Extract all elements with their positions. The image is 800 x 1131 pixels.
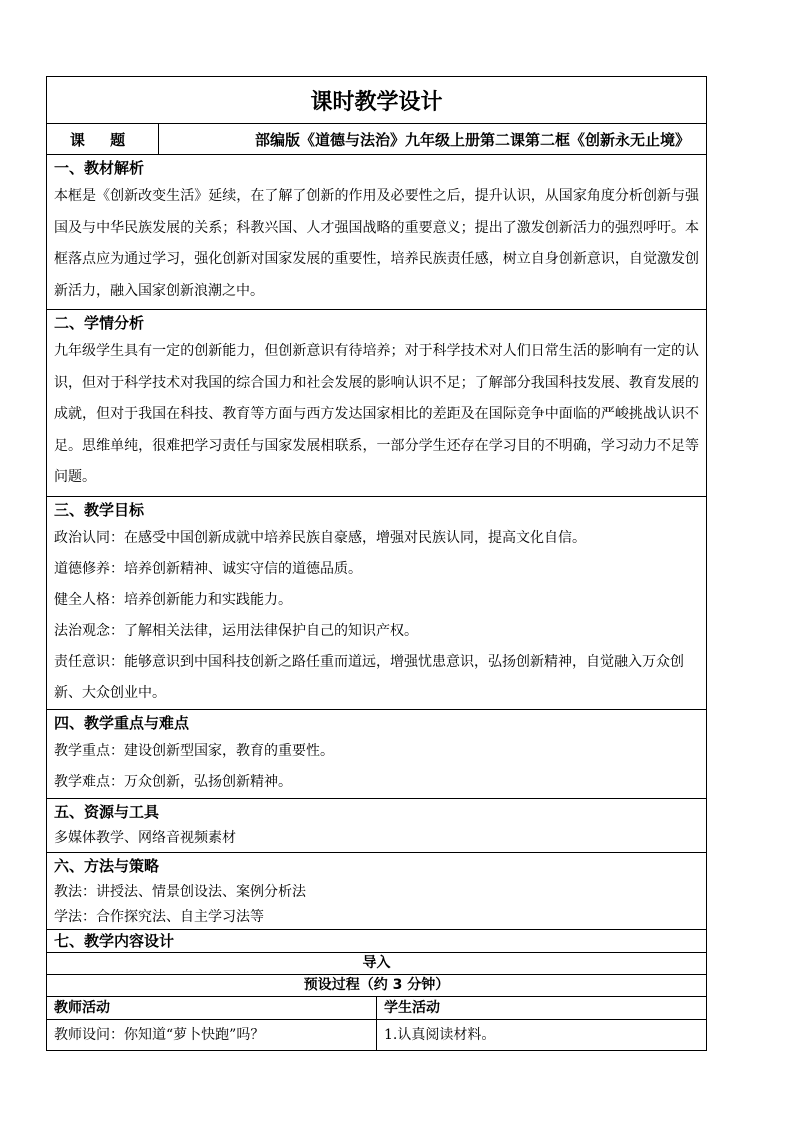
process-label: 预设过程（约 3 分钟） (47, 974, 707, 996)
key-point-line: 教学重点：建设创新型国家，教育的重要性。 (54, 742, 334, 759)
goal-line: 法治观念：了解相关法律，运用法律保护自己的知识产权。 (54, 622, 418, 639)
student-activity-cell: 1.认真阅读材料。 (377, 1019, 707, 1050)
section-paragraph: 九年级学生具有一定的创新能力，但创新意识有待培养；对于科学技术对人们日常生活的影响有一定的认识，但对于科学技术对我国的综合国力和社会发展的影响认识不足；了解部分我国科技发展、教育发展的成就，但对于我国在科技、教育等方面与西方发达国家相比的差距及在国际竞争中面临的严峻挑战认识不足。思维单纯，很难把学习责任与国家发展相联系，一部分学生还存在学习目的不明确，学习动力不足等问题。 (54, 343, 700, 485)
section-teaching-goals (47, 496, 707, 709)
section-paragraph: 本框是《创新改变生活》延续，在了解了创新的作用及必要性之后，提升认识，从国家角度分析创新与强国及与中华民族发展的关系；科教兴国、人才强国战略的重要意义；提出了激发创新活力的强烈呼吁。本框落点应为通过学习，强化创新对国家发展的重要性，培养民族责任感，树立自身创新意识，自觉激发创新活力，融入国家创新浪潮之中。 (54, 188, 700, 299)
phase-label: 导入 (47, 952, 707, 974)
goal-line: 道德修养：培养创新精神、诚实守信的道德品质。 (54, 560, 362, 577)
section-resources (47, 798, 707, 852)
section-methods (47, 852, 707, 929)
section-textbook-analysis (47, 155, 707, 310)
goal-line: 责任意识：能够意识到中国科技创新之路任重而道远，增强忧患意识，弘扬创新精神，自觉融入万众创新、大众创业中。 (54, 653, 684, 701)
key-point-line: 教学难点：万众创新，弘扬创新精神。 (54, 773, 292, 790)
document-title: 课时教学设计 (47, 77, 707, 124)
subject-value: 部编版《道德与法治》九年级上册第二课第二框《创新永无止境》 (159, 124, 707, 155)
section-title: 七、教学内容设计 (54, 931, 175, 950)
section-title: 四、教学重点与难点 (54, 713, 190, 732)
method-line: 教法：讲授法、情景创设法、案例分析法 (54, 883, 306, 900)
section-title: 五、资源与工具 (54, 802, 160, 821)
section-content-design (47, 929, 707, 952)
teacher-activity-cell: 教师设问：你知道“萝卜快跑”吗？ (47, 1019, 377, 1050)
section-title: 一、教材解析 (54, 159, 145, 177)
section-title: 六、方法与策略 (54, 856, 160, 875)
section-key-points (47, 709, 707, 798)
resource-line: 多媒体教学、网络音视频素材 (54, 829, 236, 846)
section-title: 三、教学目标 (54, 500, 145, 519)
subject-label: 课 题 (47, 124, 159, 155)
lesson-design-table (46, 76, 707, 1051)
section-title: 二、学情分析 (54, 314, 145, 332)
goal-line: 政治认同：在感受中国创新成就中培养民族自豪感，增强对民族认同，提高文化自信。 (54, 529, 586, 546)
teacher-activity-header: 教师活动 (47, 996, 377, 1019)
section-student-analysis (47, 310, 707, 497)
goal-line: 健全人格：培养创新能力和实践能力。 (54, 591, 292, 608)
student-activity-header: 学生活动 (377, 996, 707, 1019)
method-line: 学法：合作探究法、自主学习法等 (54, 908, 264, 925)
